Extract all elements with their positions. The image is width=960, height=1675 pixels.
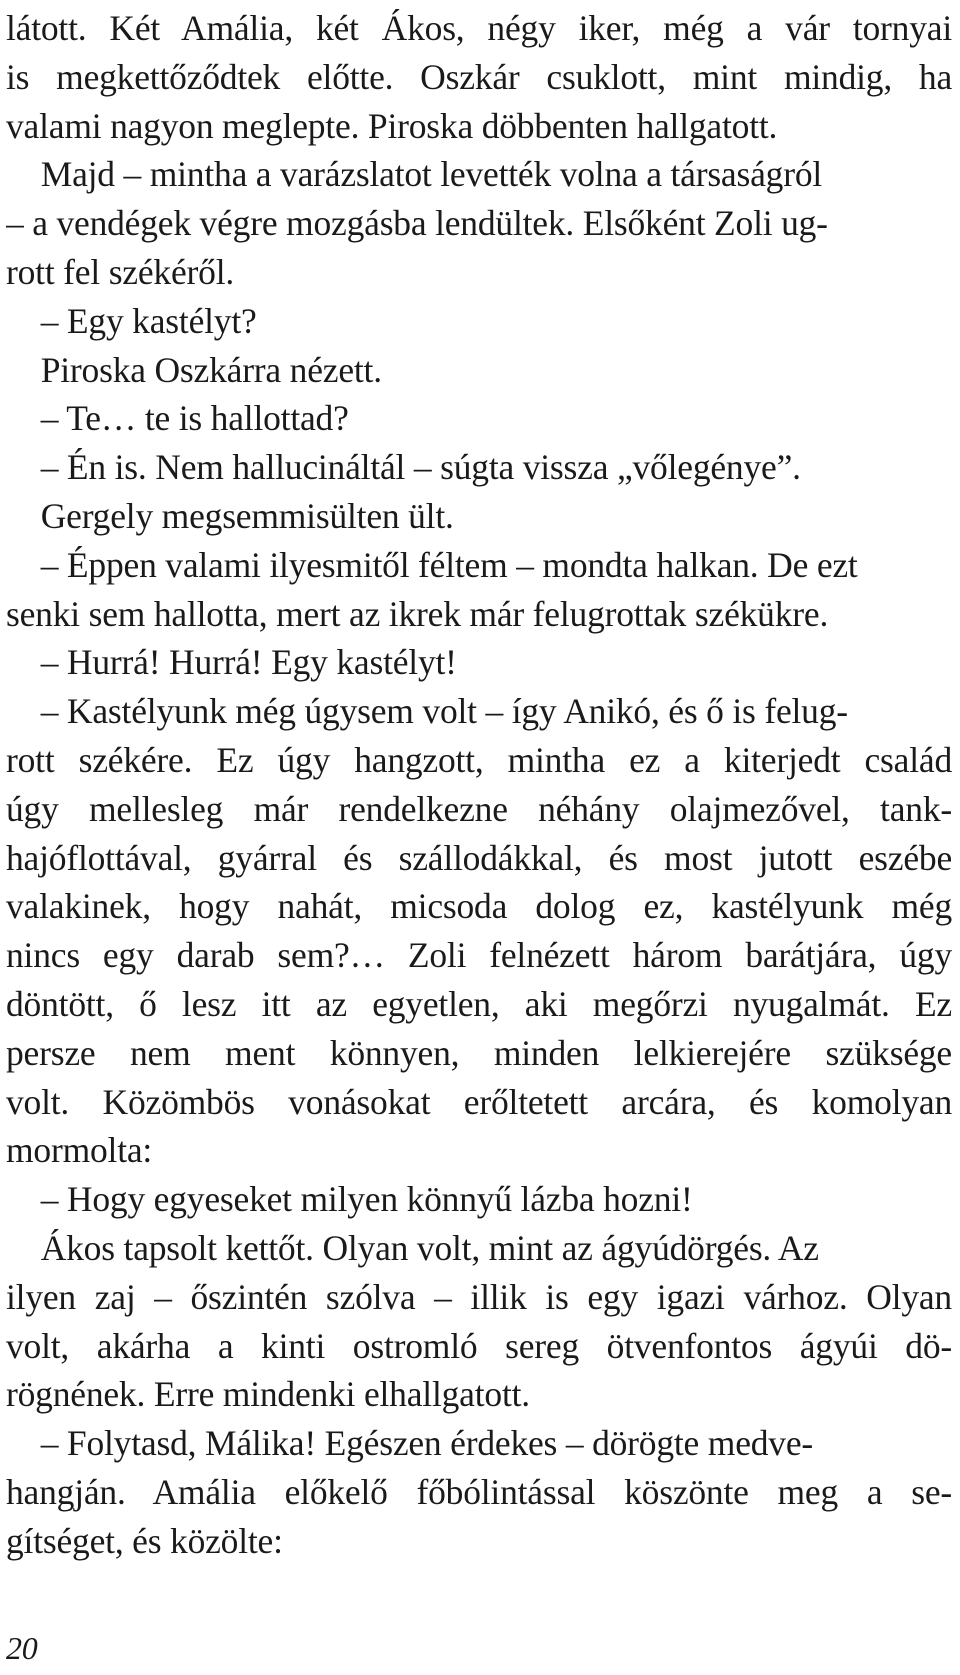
text-line: rott székére. Ez úgy hangzott, mintha ez a kiterjedt család [6, 739, 952, 780]
text-line: volt. Közömbös vonásokat erőltetett arcára, és komolyan [6, 1081, 952, 1122]
text-line: – Éppen valami ilyesmitől féltem – mondta halkan. De ezt [6, 544, 858, 585]
text-line: gítséget, és közölte: [6, 1520, 283, 1561]
text-line: Gergely megsemmisülten ült. [6, 495, 454, 536]
text-line: – Egy kastélyt? [6, 300, 257, 341]
text-line: Majd – mintha a varázslatot levették volna a társaságról [6, 154, 823, 195]
text-line: valakinek, hogy nahát, micsoda dolog ez, kastélyunk még [6, 886, 952, 927]
text-line: nincs egy darab sem?… Zoli felnézett három barátjára, úgy [6, 935, 952, 976]
text-line: – Te… te is hallottad? [6, 398, 349, 439]
text-line: – Hurrá! Hurrá! Egy kastélyt! [6, 642, 457, 683]
text-line: valami nagyon meglepte. Piroska döbbenten hallgatott. [6, 105, 778, 146]
text-line: úgy mellesleg már rendelkezne néhány olajmezővel, tank- [6, 788, 952, 829]
book-page [6, 0, 952, 1675]
text-line: volt, akárha a kinti ostromló sereg ötvenfontos ágyúi dö- [6, 1325, 952, 1366]
text-line: látott. Két Amália, két Ákos, négy iker, még a vár tornyai [6, 8, 952, 48]
text-line: rott fel székéről. [6, 251, 235, 292]
text-line: – Folytasd, Málika! Egészen érdekes – dörögte medve- [6, 1423, 814, 1464]
text-line: is megkettőződtek előtte. Oszkár csuklott, mint mindig, ha [6, 56, 952, 97]
text-line: – Hogy egyeseket milyen könnyű lázba hozni! [6, 1179, 693, 1220]
text-line: rögnének. Erre mindenki elhallgatott. [6, 1374, 530, 1415]
text-line: hangján. Amália előkelő főbólintással köszönte meg a se- [6, 1471, 952, 1512]
body-text [6, 4, 952, 1566]
text-line: – a vendégek végre mozgásba lendültek. Elsőként Zoli ug- [6, 203, 828, 244]
text-line: döntött, ő lesz itt az egyetlen, aki megőrzi nyugalmát. Ez [6, 983, 952, 1024]
page-number: 20 [6, 1630, 38, 1666]
text-line: senki sem hallotta, mert az ikrek már felugrottak székükre. [6, 593, 829, 634]
text-line: persze nem ment könnyen, minden lelkierejére szüksége [6, 1032, 952, 1073]
text-line: Ákos tapsolt kettőt. Olyan volt, mint az ágyúdörgés. Az [6, 1227, 819, 1268]
text-line: hajóflottával, gyárral és szállodákkal, és most jutott eszébe [6, 837, 952, 878]
text-line: Piroska Oszkárra nézett. [6, 349, 382, 390]
text-line: mormolta: [6, 1130, 153, 1171]
text-line: ilyen zaj – őszintén szólva – illik is egy igazi várhoz. Olyan [6, 1276, 952, 1317]
text-line: – Én is. Nem hallucináltál – súgta vissza „vőlegénye”. [6, 447, 801, 488]
text-line: – Kastélyunk még úgysem volt – így Anikó, és ő is felug- [6, 691, 848, 732]
